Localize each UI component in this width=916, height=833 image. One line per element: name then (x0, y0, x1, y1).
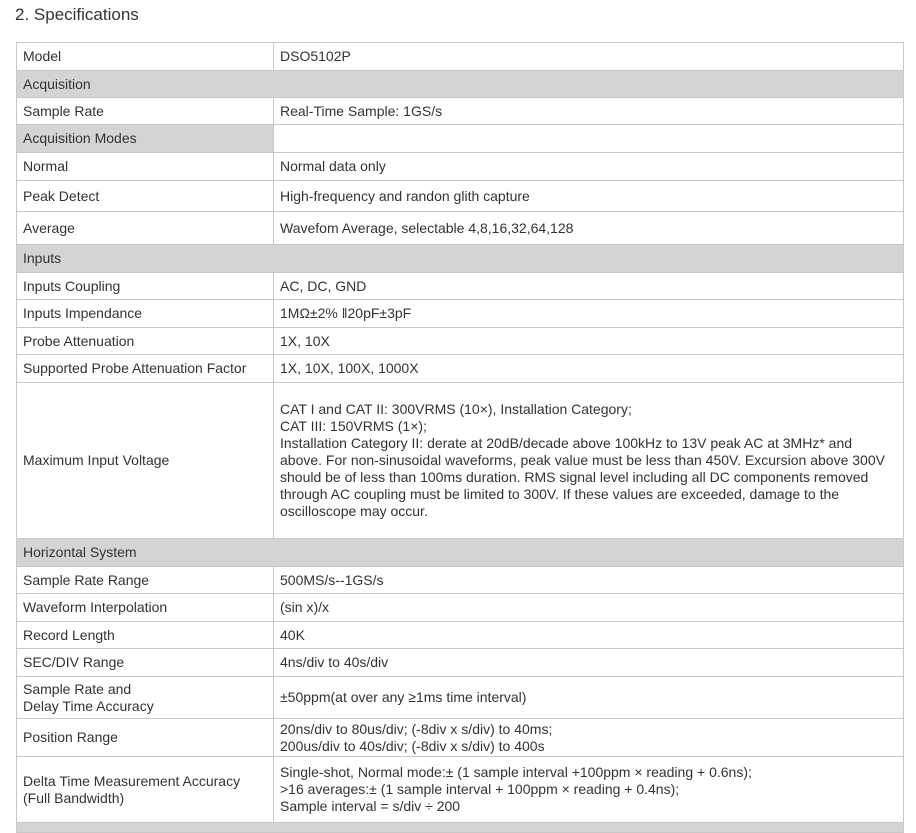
spec-label: Sample Rate Range (17, 567, 274, 594)
spec-value: Wavefom Average, selectable 4,8,16,32,64,128 (274, 212, 904, 245)
spec-label: SEC/DIV Range (17, 649, 274, 677)
table-row (17, 355, 904, 383)
spec-value: ±50ppm(at over any ≥1ms time interval) (274, 677, 904, 719)
spec-value-line: CAT III: 150VRMS (1×); (280, 418, 427, 434)
table-row (17, 328, 904, 355)
table-row (17, 567, 904, 594)
section-label: Acquisition (17, 71, 904, 98)
section-row (17, 71, 904, 98)
spec-value (274, 125, 904, 153)
spec-value (274, 383, 904, 539)
table-row (17, 757, 904, 823)
spec-label-line: (Full Bandwidth) (23, 789, 125, 806)
spec-value: 40K (274, 622, 904, 649)
spec-value: 500MS/s--1GS/s (274, 567, 904, 594)
specifications-table (16, 42, 904, 833)
spec-value-line: Installation Category II: derate at 20dB/decade above 100kHz to 13V peak AC at 3MHz* and above. For non-sinusoidal waveforms, peak value must be less than 450V. Excursion above 300V should be of less than 100ms duration. RMS signal level including all DC components removed through AC coupling must be limited to 300V. If these values are exceeded, damage to the oscilloscope may occur. (280, 435, 885, 519)
spec-label: Inputs Impendance (17, 300, 274, 328)
table-row (17, 273, 904, 300)
section-label (17, 823, 904, 833)
section-label: Inputs (17, 245, 904, 273)
spec-label: Supported Probe Attenuation Factor (17, 355, 274, 383)
table-row (17, 677, 904, 719)
spec-label-line: Delay Time Accuracy (23, 697, 154, 714)
spec-value-line: >16 averages:± (1 sample interval + 100ppm × reading + 0.4ns); (280, 781, 680, 797)
spec-label: Waveform Interpolation (17, 594, 274, 622)
spec-value-line: 20ns/div to 80us/div; (-8div x s/div) to 40ms; (280, 720, 553, 737)
spec-label: Inputs Coupling (17, 273, 274, 300)
spec-value (274, 757, 904, 823)
table-row (17, 181, 904, 212)
table-row (17, 383, 904, 539)
spec-value: 4ns/div to 40s/div (274, 649, 904, 677)
spec-value: Real-Time Sample: 1GS/s (274, 98, 904, 125)
spec-value: 1X, 10X (274, 328, 904, 355)
section-row (17, 245, 904, 273)
table-row (17, 300, 904, 328)
spec-value-line: Sample interval = s/div ÷ 200 (280, 798, 461, 814)
spec-label: Maximum Input Voltage (17, 383, 274, 539)
spec-value: Normal data only (274, 153, 904, 181)
spec-label: Position Range (17, 719, 274, 757)
page-title: 2. Specifications (15, 5, 139, 24)
table-row (17, 719, 904, 757)
spec-value: 1MΩ±2% ǁ20pF±3pF (274, 300, 904, 328)
spec-label: Model (17, 43, 274, 71)
spec-label-line: Sample Rate and (23, 680, 132, 697)
table-row (17, 43, 904, 71)
spec-value-line: Single-shot, Normal mode:± (1 sample interval +100ppm × reading + 0.6ns); (280, 764, 752, 780)
spec-label: Probe Attenuation (17, 328, 274, 355)
spec-value: AC, DC, GND (274, 273, 904, 300)
section-label: Acquisition Modes (17, 125, 274, 153)
table-row (17, 212, 904, 245)
spec-label (17, 677, 274, 719)
table-row (17, 649, 904, 677)
table-row (17, 622, 904, 649)
spec-value: High-frequency and randon glith capture (274, 181, 904, 212)
spec-value-line: 200us/div to 40s/div; (-8div x s/div) to 400s (280, 737, 545, 754)
section-row (17, 823, 904, 833)
spec-label-line: Delta Time Measurement Accuracy (23, 772, 241, 789)
table-row (17, 98, 904, 125)
spec-value: 1X, 10X, 100X, 1000X (274, 355, 904, 383)
spec-label: Sample Rate (17, 98, 274, 125)
section-row (17, 539, 904, 567)
section-label: Horizontal System (17, 539, 904, 567)
spec-value (274, 719, 904, 757)
spec-value: (sin x)/x (274, 594, 904, 622)
spec-value: DSO5102P (274, 43, 904, 71)
section-row (17, 125, 904, 153)
table-row (17, 594, 904, 622)
spec-label: Average (17, 212, 274, 245)
spec-value-line: CAT I and CAT II: 300VRMS (10×), Installation Category; (280, 401, 632, 417)
spec-label: Normal (17, 153, 274, 181)
table-row (17, 153, 904, 181)
spec-label: Record Length (17, 622, 274, 649)
spec-label: Peak Detect (17, 181, 274, 212)
spec-label (17, 757, 274, 823)
